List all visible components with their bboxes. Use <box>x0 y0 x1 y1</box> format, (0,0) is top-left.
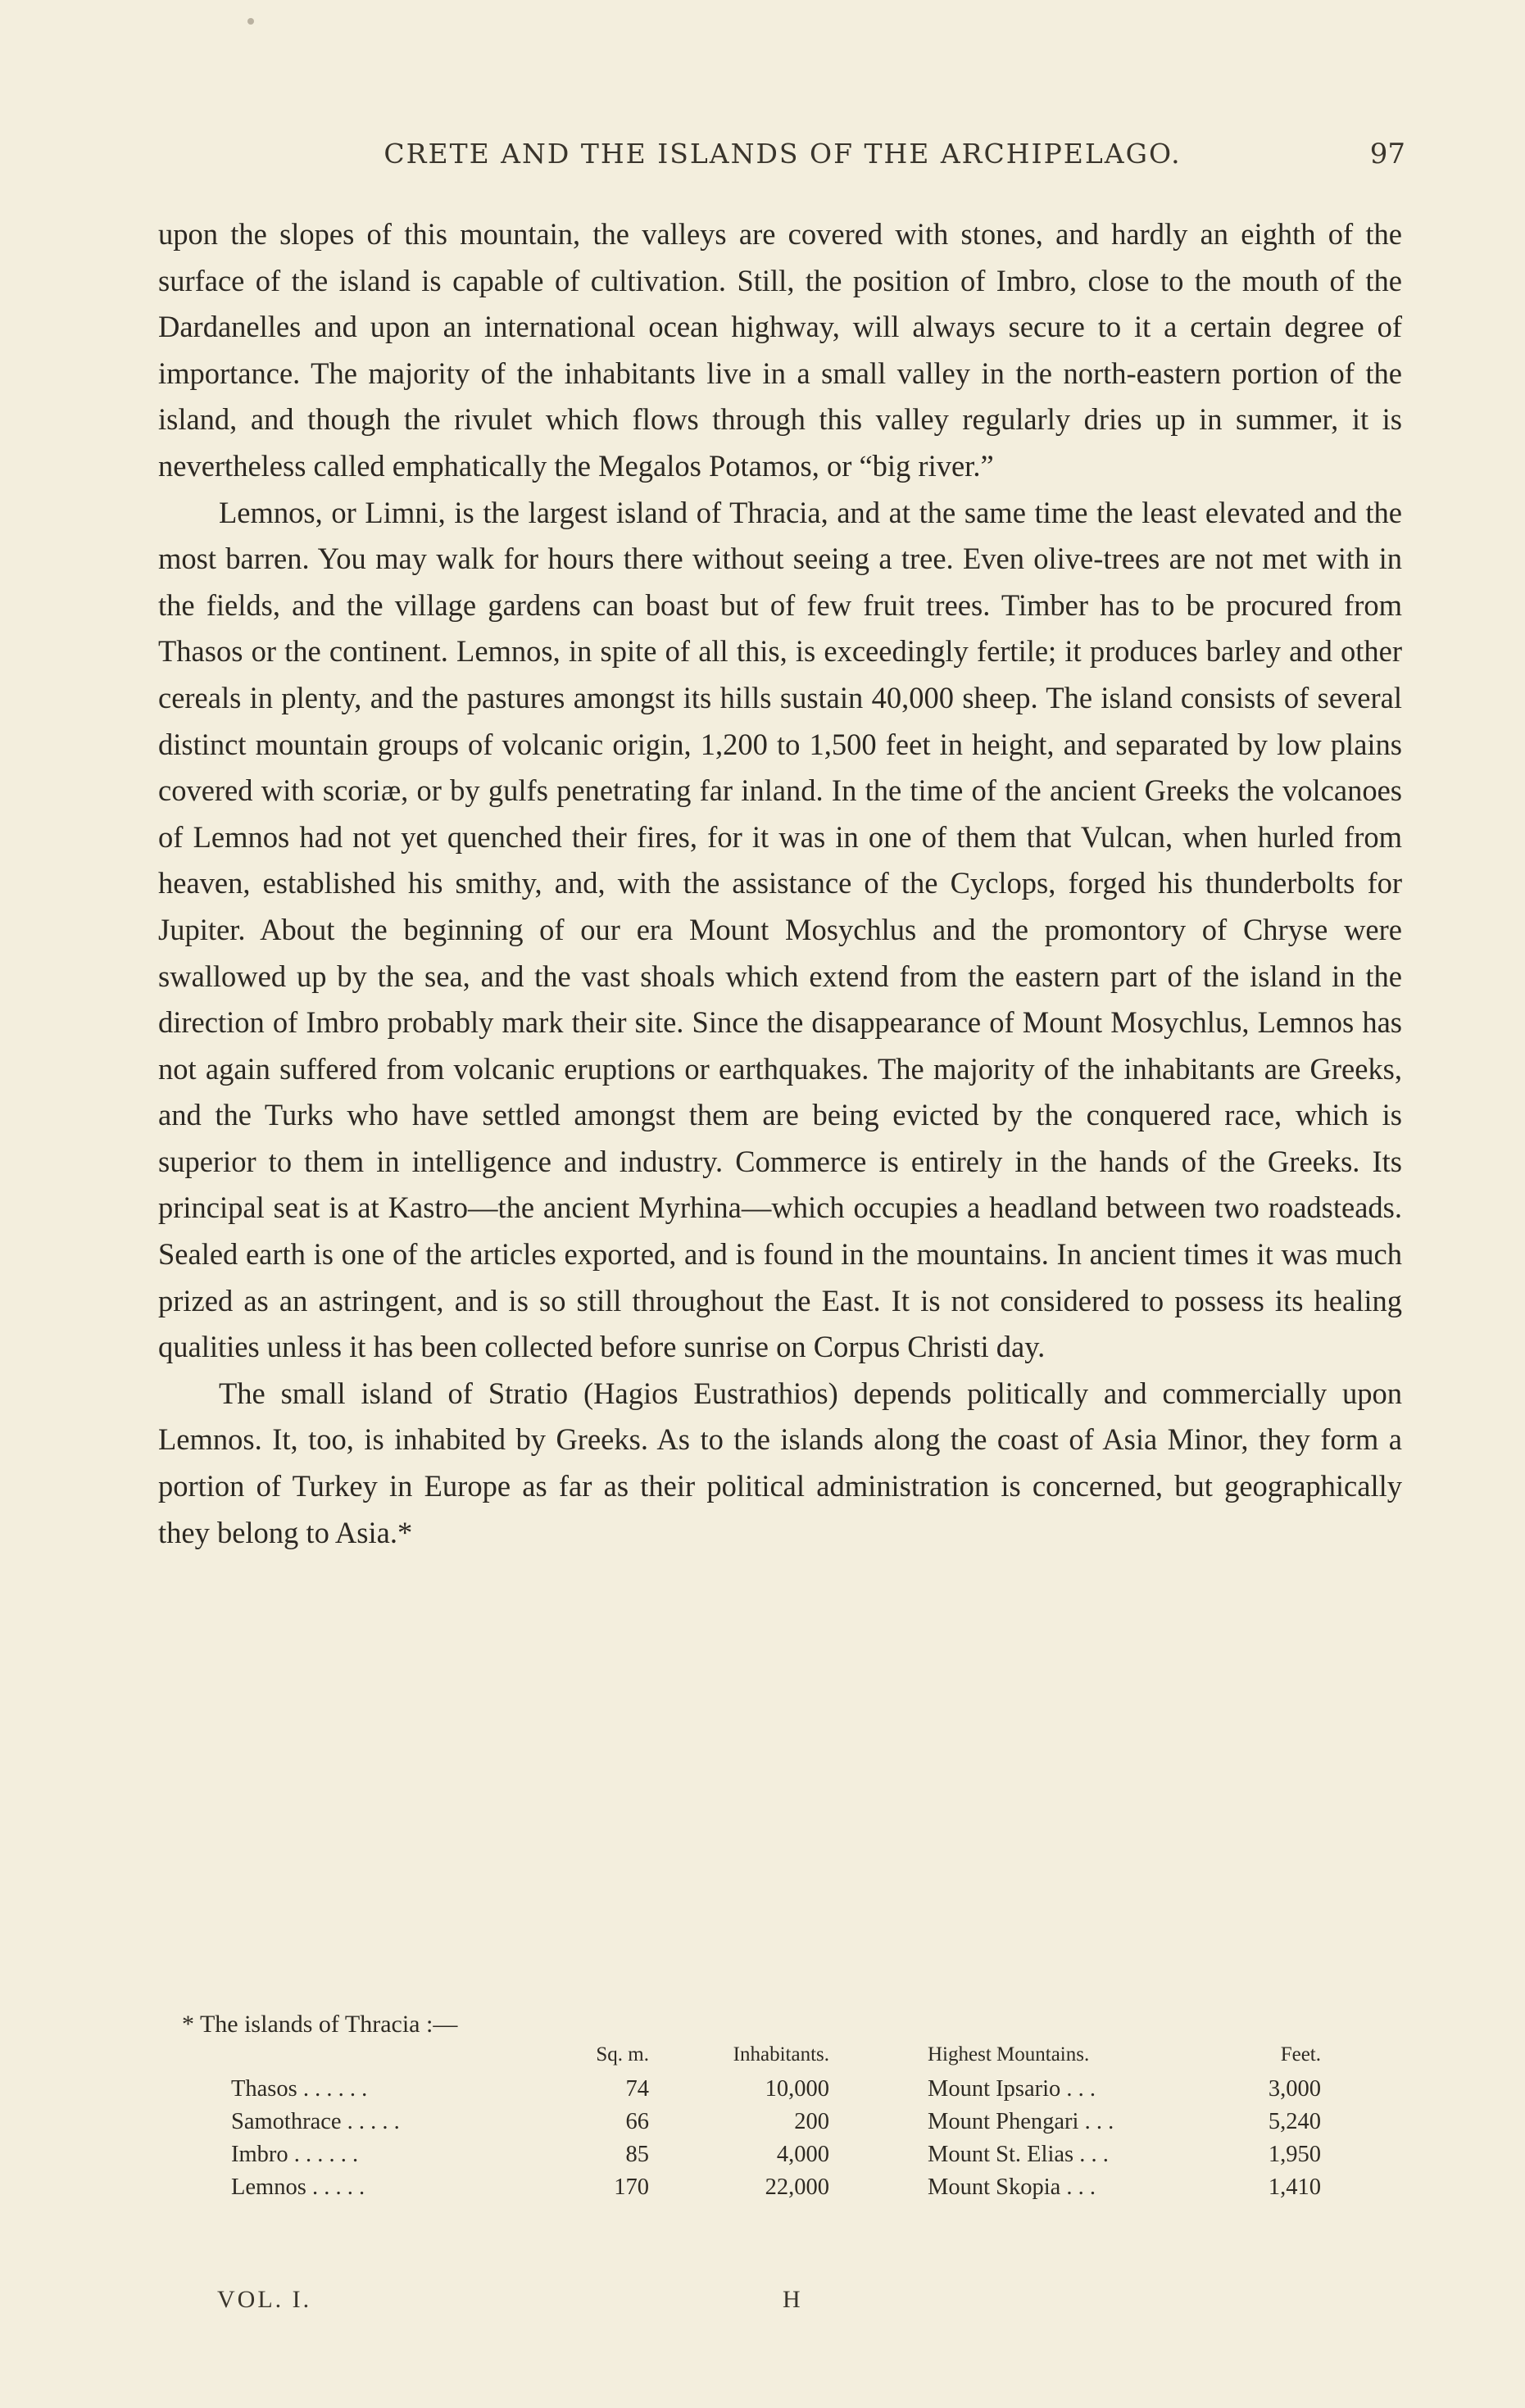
running-title: CRETE AND THE ISLANDS OF THE ARCHIPELAGO. <box>384 138 1182 170</box>
table-row <box>231 2106 1321 2138</box>
island-mountain: Mount Skopia . . . <box>928 2174 1096 2200</box>
mountain-height: 3,000 <box>1268 2076 1321 2102</box>
footnote-title: * The islands of Thracia :— <box>182 2011 458 2038</box>
island-mountain: Mount Phengari . . . <box>928 2109 1114 2134</box>
paragraph-imbro: upon the slopes of this mountain, the valleys are covered with stones, and hardly an eighth of the surface of the island is capable of cultivation. Still, the position of Imbro, close to the mouth of the Dardanelles and upon an international ocean highway, will always secure to it a certain degree of importance. The majority of the inhabitants live in a small valley in the north-eastern portion of the island, and though the rivulet which flows through this valley regularly dries up in summer, it is nevertheless called emphatically the Megalos Potamos, or “big river.” <box>158 217 1402 483</box>
island-inhabitants: 4,000 <box>776 2142 829 2167</box>
island-area: 170 <box>614 2174 649 2200</box>
ink-speck <box>247 18 254 25</box>
body-text <box>158 211 1402 1556</box>
column-header-inhabitants: Inhabitants. <box>733 2043 829 2066</box>
column-header-sq: Sq. m. <box>596 2043 649 2066</box>
island-name: Samothrace . . . . . <box>231 2109 400 2134</box>
volume-label: VOL. I. <box>217 2286 312 2313</box>
island-area: 66 <box>625 2109 649 2134</box>
column-header-mountain: Highest Mountains. <box>928 2043 1090 2066</box>
island-name: Thasos . . . . . . <box>231 2076 368 2102</box>
table-row <box>231 2138 1321 2171</box>
paragraph-lemnos: Lemnos, or Limni, is the largest island of Thracia, and at the same time the least elevated and the most barren. You may walk for hours there without seeing a tree. Even olive-trees are not met with in the fields, and the village gardens can boast but of few fruit trees. Timber has to be procured from Thasos or the continent. Lemnos, in spite of all this, is exceedingly fertile; it produces barley and other cereals in plenty, and the pastures amongst its hills sustain 40,000 sheep. The island consists of several distinct mountain groups of volcanic origin, 1,200 to 1,500 feet in height, and separated by low plains covered with scoriæ, or by gulfs penetrating far inland. In the time of the ancient Greeks the volcanoes of Lemnos had not yet quenched their fires, for it was in one of them that Vulcan, when hurled from heaven, established his smithy, and, with the assistance of the Cyclops, forged his thunderbolts for Jupiter. About the beginning of our era Mount Mosychlus and the promontory of Chryse were swallowed up by the sea, and the vast shoals which extend from the eastern part of the island in the direction of Imbro probably mark their site. Since the disappearance of Mount Mosychlus, Lemnos has not again suffered from volcanic eruptions or earthquakes. The majority of the inhabitants are Greeks, and the Turks who have settled amongst them are being evicted by the conquered race, which is superior to them in intelligence and industry. Commerce is entirely in the hands of the Greeks. Its principal seat is at Kastro—the ancient Myrhina—which occupies a headland between two roadsteads. Sealed earth is one of the articles exported, and is found in the mountains. In ancient times it was much prized as an astringent, and is so still throughout the East. It is not considered to possess its healing qualities unless it has been collected before sunrise on Corpus Christi day. <box>158 495 1402 1364</box>
mountain-height: 1,950 <box>1268 2142 1321 2167</box>
island-name: Imbro . . . . . . <box>231 2142 359 2167</box>
mountain-height: 1,410 <box>1268 2174 1321 2200</box>
table-header-row <box>231 2043 1321 2073</box>
island-inhabitants: 10,000 <box>765 2076 829 2102</box>
island-mountain: Mount Ipsario . . . <box>928 2076 1096 2102</box>
table-row <box>231 2171 1321 2204</box>
island-inhabitants: 22,000 <box>765 2174 829 2200</box>
signature-mark: H <box>783 2286 801 2313</box>
island-mountain: Mount St. Elias . . . <box>928 2142 1109 2167</box>
column-header-feet: Feet. <box>1280 2043 1321 2066</box>
paragraph-stratio: The small island of Stratio (Hagios Eustrathios) depends politically and commercially upon Lemnos. It, too, is inhabited by Greeks. As to the islands along the coast of Asia Minor, they form a portion of Turkey in Europe as far as their political administration is concerned, but geographically they belong to Asia.* <box>158 1376 1402 1549</box>
page-footer <box>217 2286 1119 2319</box>
column-header-island <box>231 2043 575 2073</box>
table-row <box>231 2073 1321 2106</box>
islands-table <box>231 2043 1321 2204</box>
island-area: 74 <box>625 2076 649 2102</box>
footnote <box>182 2011 1346 2204</box>
mountain-height: 5,240 <box>1268 2109 1321 2134</box>
island-name: Lemnos . . . . . <box>231 2174 365 2200</box>
island-inhabitants: 200 <box>794 2109 829 2134</box>
island-area: 85 <box>625 2142 649 2167</box>
page-number: 97 <box>1369 138 1405 170</box>
page-header <box>160 131 1405 180</box>
